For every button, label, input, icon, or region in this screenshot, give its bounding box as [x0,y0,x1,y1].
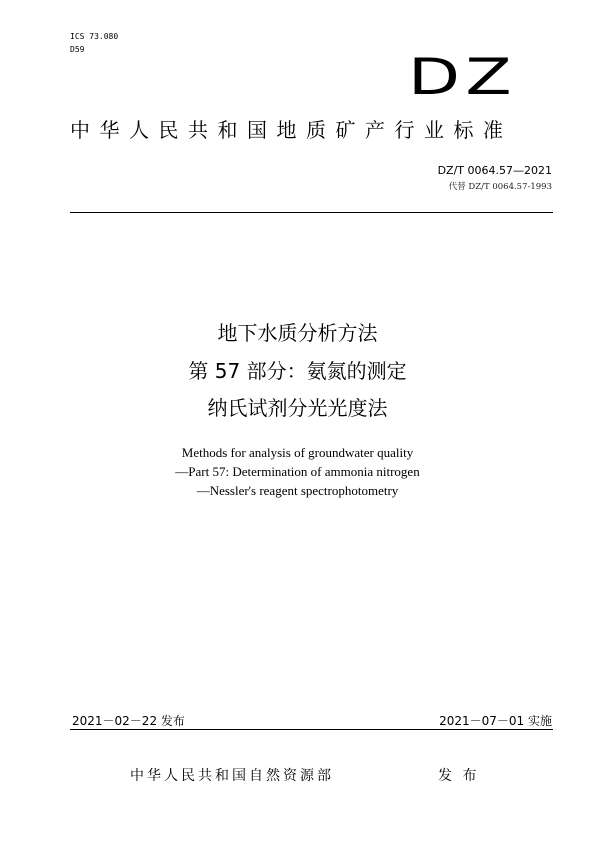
title-cn-line2: 第 57 部分：氨氮的测定 [188,359,407,383]
title-en-line3: —Nessler's reagent spectrophotometry [196,483,399,498]
header-divider [70,212,553,213]
publisher-name: 中华人民共和国自然资源部 [130,768,334,784]
replaces-note: 代替 DZ/T 0064.57-1993 [448,182,552,192]
title-cn-line1: 地下水质分析方法 [217,321,378,345]
implement-date: 2021－07－01 实施 [439,714,552,728]
issue-date: 2021－02－22 发布 [72,714,185,728]
ccs-code: D59 [70,45,85,54]
industry-title: 中华人民共和国地质矿产行业标准 [70,118,513,142]
footer-divider [70,729,553,730]
title-en-line2: —Part 57: Determination of ammonia nitrogen [175,464,420,479]
publish-action: 发 布 [438,768,480,784]
ics-code: ICS 73.080 [70,32,119,41]
standard-logo: DZ [408,48,518,106]
classification-codes [70,30,118,56]
title-en-line1: Methods for analysis of groundwater quality [181,445,414,460]
title-cn-line3: 纳氏试剂分光光度法 [207,396,388,420]
standard-number: DZ/T 0064.57—2021 [437,164,552,177]
